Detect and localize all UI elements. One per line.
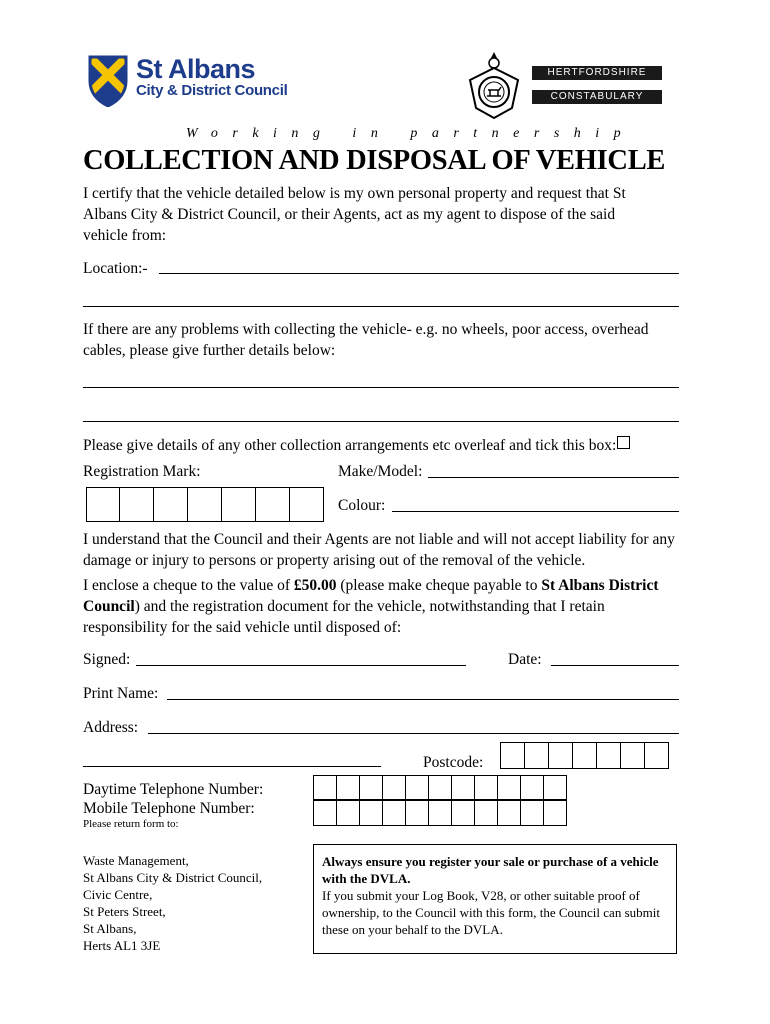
return-address-line: Civic Centre, — [83, 887, 153, 902]
daytime-phone-label: Daytime Telephone Number: — [83, 781, 264, 798]
date-label: Date: — [508, 651, 542, 668]
location-field-2[interactable] — [83, 306, 679, 307]
problems-field-1[interactable] — [83, 387, 679, 388]
phone-digit-box[interactable] — [429, 776, 452, 799]
postcode-char-box[interactable] — [573, 743, 597, 768]
intro-paragraph: I certify that the vehicle detailed below is my own personal property and request that St Albans City & District Council, or their Agents, act as my agent to dispose of the said vehicle from: — [83, 185, 626, 244]
return-address-line: St Albans, — [83, 921, 137, 936]
signed-label: Signed: — [83, 651, 131, 668]
return-address-line: Waste Management, — [83, 853, 189, 868]
make-model-field[interactable] — [428, 477, 679, 478]
council-subname: City & District Council — [136, 82, 288, 99]
shield-icon — [88, 55, 128, 107]
phone-digit-box[interactable] — [429, 801, 452, 825]
postcode-char-box[interactable] — [501, 743, 525, 768]
postcode-boxes[interactable] — [500, 742, 669, 769]
phone-digit-box[interactable] — [452, 776, 475, 799]
registration-char-box[interactable] — [154, 488, 188, 521]
registration-char-box[interactable] — [87, 488, 120, 521]
return-address-line: Herts AL1 3JE — [83, 938, 161, 953]
phone-digit-box[interactable] — [521, 801, 544, 825]
council-logo — [88, 55, 287, 107]
phone-digit-box[interactable] — [475, 801, 498, 825]
phone-digit-box[interactable] — [544, 776, 566, 799]
phone-digit-box[interactable] — [406, 776, 429, 799]
other-arrangements-checkbox[interactable] — [617, 436, 630, 449]
dvla-notice-box — [313, 844, 677, 954]
registration-boxes[interactable] — [86, 487, 324, 522]
address-field-2[interactable] — [83, 766, 381, 767]
phone-digit-box[interactable] — [383, 776, 406, 799]
partnership-tagline: Working in partnership — [186, 126, 636, 141]
cheque-payee: St Albans District Council — [83, 577, 659, 615]
postcode-char-box[interactable] — [525, 743, 549, 768]
registration-char-box[interactable] — [120, 488, 154, 521]
address-field-1[interactable] — [148, 733, 679, 734]
return-address-line: St Albans City & District Council, — [83, 870, 263, 885]
phone-digit-box[interactable] — [314, 776, 337, 799]
registration-char-box[interactable] — [188, 488, 222, 521]
print-name-label: Print Name: — [83, 685, 159, 702]
postcode-char-box[interactable] — [645, 743, 668, 768]
phone-digit-box[interactable] — [498, 776, 521, 799]
phone-digit-box[interactable] — [475, 776, 498, 799]
registration-char-box[interactable] — [222, 488, 256, 521]
police-logo — [466, 50, 662, 120]
print-name-field[interactable] — [167, 699, 679, 700]
return-address — [83, 852, 262, 954]
signature-field[interactable] — [136, 665, 466, 666]
cheque-text-1: I enclose a cheque to the value of — [83, 577, 294, 594]
phone-digit-box[interactable] — [521, 776, 544, 799]
return-address-line: St Peters Street, — [83, 904, 166, 919]
phone-digit-box[interactable] — [383, 801, 406, 825]
police-name-band: HERTFORDSHIRE — [532, 66, 662, 80]
phone-digit-box[interactable] — [452, 801, 475, 825]
phone-digit-box[interactable] — [406, 801, 429, 825]
postcode-char-box[interactable] — [621, 743, 645, 768]
date-field[interactable] — [551, 665, 679, 666]
phone-digit-box[interactable] — [337, 776, 360, 799]
registration-char-box[interactable] — [290, 488, 323, 521]
location-field[interactable] — [159, 273, 679, 274]
problems-paragraph: If there are any problems with collecting the vehicle- e.g. no wheels, poor access, overhead cables, please give further details below: — [83, 321, 649, 359]
cheque-amount: £50.00 — [293, 577, 337, 594]
phone-digit-box[interactable] — [544, 801, 566, 825]
page-title: COLLECTION AND DISPOSAL OF VEHICLE — [83, 145, 666, 176]
phone-digit-box[interactable] — [360, 801, 383, 825]
colour-field[interactable] — [392, 511, 679, 512]
location-label: Location:- — [83, 260, 148, 277]
mobile-phone-boxes[interactable] — [313, 800, 567, 826]
make-model-label: Make/Model: — [338, 463, 423, 480]
colour-label: Colour: — [338, 497, 386, 514]
daytime-phone-boxes[interactable] — [313, 775, 567, 800]
postcode-label: Postcode: — [423, 754, 484, 771]
phone-digit-box[interactable] — [360, 776, 383, 799]
dvla-notice-heading: Always ensure you register your sale or purchase of a vehicle with the DVLA. — [322, 854, 659, 886]
other-arrangements-text — [83, 435, 630, 456]
police-crest-icon — [466, 50, 522, 120]
liability-paragraph: I understand that the Council and their Agents are not liable and will not accept liability for any damage or injury to persons or property arising out of the removal of the vehicle. — [83, 531, 675, 569]
postcode-char-box[interactable] — [549, 743, 573, 768]
police-subname-band: CONSTABULARY — [532, 90, 662, 104]
cheque-paragraph — [83, 575, 663, 638]
mobile-phone-label: Mobile Telephone Number: — [83, 800, 255, 817]
registration-label: Registration Mark: — [83, 463, 201, 480]
council-name: St Albans — [136, 54, 256, 84]
dvla-notice-body: If you submit your Log Book, V28, or other suitable proof of ownership, to the Council with this form, the Council can submit these on your behalf to the DVLA. — [322, 888, 660, 937]
phone-digit-box[interactable] — [314, 801, 337, 825]
cheque-text-2: (please make cheque payable to — [336, 577, 542, 594]
other-arrangements-label: Please give details of any other collection arrangements etc overleaf and tick this box: — [83, 437, 617, 454]
address-label: Address: — [83, 719, 139, 736]
return-label: Please return form to: — [83, 818, 179, 830]
postcode-char-box[interactable] — [597, 743, 621, 768]
problems-field-2[interactable] — [83, 421, 679, 422]
phone-digit-box[interactable] — [498, 801, 521, 825]
cheque-text-3: ) and the registration document for the vehicle, notwithstanding that I retain responsibility for the said vehicle until disposed of: — [83, 598, 605, 636]
phone-digit-box[interactable] — [337, 801, 360, 825]
registration-char-box[interactable] — [256, 488, 290, 521]
